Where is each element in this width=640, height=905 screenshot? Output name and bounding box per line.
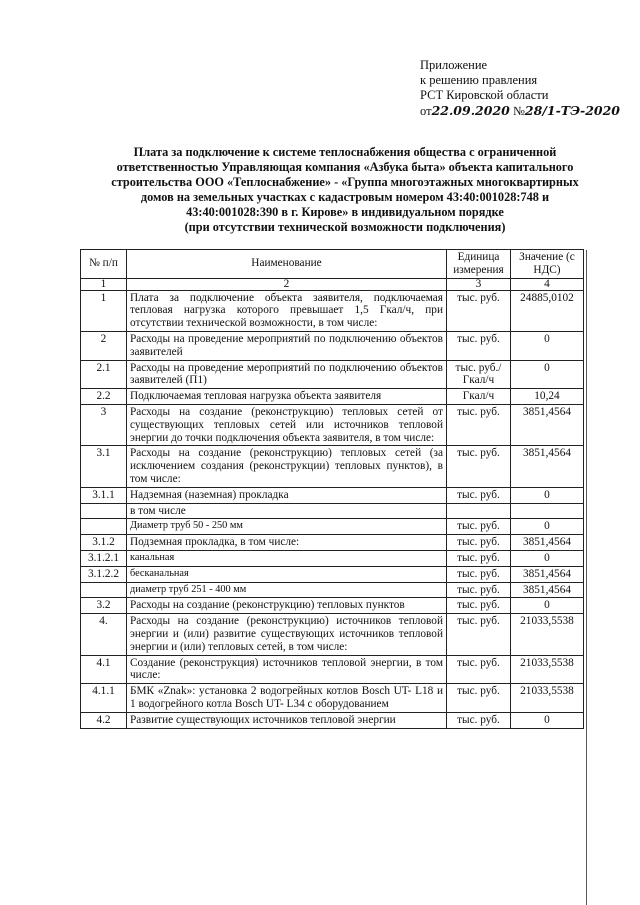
table-row — [81, 519, 584, 535]
document-heading — [95, 145, 595, 235]
row-name: Диаметр труб 50 - 250 мм — [127, 519, 447, 535]
col-header-name: Наименование — [127, 250, 447, 279]
row-number: 3.1.2.1 — [81, 550, 127, 566]
col-header-value: Значение (с НДС) — [511, 250, 584, 279]
table-row — [81, 331, 584, 360]
row-name: Расходы на создание (реконструкцию) тепловых сетей от существующих тепловых сетей или источников тепловой энергии до точки подключения объекта заявителя, в том числе: — [127, 404, 447, 445]
heading-line: ответственностью Управляющая компания «Азбука быта» объекта капитального — [116, 160, 574, 174]
table-row — [81, 614, 584, 655]
row-number: 4. — [81, 614, 127, 655]
heading-line: домов на земельных участках с кадастровым номером 43:40:001028:748 и — [140, 190, 550, 204]
row-value: 0 — [511, 519, 584, 535]
number-prefix: № — [512, 104, 525, 118]
appendix-date-number — [420, 103, 625, 119]
row-number: 3.1 — [81, 446, 127, 487]
row-number — [81, 582, 127, 598]
row-unit: тыс. руб. — [447, 684, 511, 713]
row-name: Расходы на создание (реконструкцию) тепловых сетей (за исключением создания (реконструкции) тепловых пунктов), в том числе: — [127, 446, 447, 487]
table-row — [81, 404, 584, 445]
row-name: диаметр труб 251 - 400 мм — [127, 582, 447, 598]
row-unit: тыс. руб. — [447, 582, 511, 598]
row-unit: тыс. руб. — [447, 550, 511, 566]
fee-table — [80, 249, 584, 729]
row-unit: тыс. руб. — [447, 487, 511, 503]
row-unit: тыс. руб. — [447, 535, 511, 551]
heading-line: Плата за подключение к системе теплоснабжения общества с ограниченной — [133, 145, 557, 159]
row-name: БМК «Znak»: установка 2 водогрейных котлов Bosch UT- L18 и 1 водогрейного котла Bosch UT- L34 с оборудованием — [127, 684, 447, 713]
row-number: 4.1.1 — [81, 684, 127, 713]
row-name: Расходы на проведение мероприятий по подключению объектов заявителей (П1) — [127, 360, 447, 389]
table-row — [81, 487, 584, 503]
row-number: 3.2 — [81, 598, 127, 614]
col-header-unit: Единица измерения — [447, 250, 511, 279]
row-number: 1 — [81, 290, 127, 331]
row-unit: тыс. руб. — [447, 598, 511, 614]
decision-number: 28/1-ТЭ-2020 — [524, 103, 620, 118]
table-row — [81, 566, 584, 582]
table-row — [81, 712, 584, 728]
table-row — [81, 503, 584, 519]
row-value: 0 — [511, 487, 584, 503]
col-index: 4 — [511, 278, 584, 290]
row-unit: тыс. руб. — [447, 712, 511, 728]
table-row — [81, 655, 584, 684]
row-value: 0 — [511, 550, 584, 566]
row-unit: тыс. руб. — [447, 290, 511, 331]
row-name: Развитие существующих источников тепловой энергии — [127, 712, 447, 728]
row-name: Расходы на создание (реконструкцию) источников тепловой энергии и (или) развитие существующих источников тепловой энергии и (или) тепловых сетей, в том числе: — [127, 614, 447, 655]
row-name: Расходы на создание (реконструкцию) тепловых пунктов — [127, 598, 447, 614]
col-header-number: № п/п — [81, 250, 127, 279]
table-row — [81, 684, 584, 713]
row-number: 2 — [81, 331, 127, 360]
row-value: 10,24 — [511, 389, 584, 405]
table-header-row — [81, 250, 584, 279]
row-value — [511, 503, 584, 519]
row-number: 2.2 — [81, 389, 127, 405]
row-name: Создание (реконструкция) источников тепловой энергии, в том числе: — [127, 655, 447, 684]
row-value: 0 — [511, 598, 584, 614]
row-unit: тыс. руб. — [447, 614, 511, 655]
row-number: 4.1 — [81, 655, 127, 684]
row-value: 0 — [511, 712, 584, 728]
row-value: 21033,5538 — [511, 655, 584, 684]
row-unit: тыс. руб. — [447, 404, 511, 445]
table-row — [81, 550, 584, 566]
table-column-index-row — [81, 278, 584, 290]
row-unit: тыс. руб. — [447, 446, 511, 487]
row-value: 0 — [511, 360, 584, 389]
row-value: 21033,5538 — [511, 684, 584, 713]
table-row — [81, 389, 584, 405]
row-name: Плата за подключение объекта заявителя, подключаемая тепловая нагрузка которого превышает 1,5 Гкал/ч, при отсутствии технической возможности, в том числе: — [127, 290, 447, 331]
row-value: 3851,4564 — [511, 446, 584, 487]
row-unit: тыс. руб./ Гкал/ч — [447, 360, 511, 389]
row-unit: тыс. руб. — [447, 331, 511, 360]
row-value: 0 — [511, 331, 584, 360]
row-number: 3.1.2.2 — [81, 566, 127, 582]
table-row — [81, 535, 584, 551]
table-row — [81, 582, 584, 598]
row-name: Надземная (наземная) прокладка — [127, 487, 447, 503]
row-number: 3 — [81, 404, 127, 445]
row-name: Подключаемая тепловая нагрузка объекта заявителя — [127, 389, 447, 405]
row-number: 4.2 — [81, 712, 127, 728]
scan-fold-line — [586, 250, 587, 905]
row-value: 3851,4564 — [511, 566, 584, 582]
table-row — [81, 360, 584, 389]
row-value: 24885,0102 — [511, 290, 584, 331]
table-row — [81, 446, 584, 487]
row-unit: тыс. руб. — [447, 566, 511, 582]
row-value: 3851,4564 — [511, 582, 584, 598]
row-value: 3851,4564 — [511, 535, 584, 551]
heading-line: (при отсутствии технической возможности подключения) — [184, 220, 506, 234]
decision-date: 22.09.2020 — [431, 103, 510, 118]
col-index: 3 — [447, 278, 511, 290]
row-unit: тыс. руб. — [447, 655, 511, 684]
row-number — [81, 519, 127, 535]
table-row — [81, 598, 584, 614]
row-value: 21033,5538 — [511, 614, 584, 655]
heading-line: 43:40:001028:390 в г. Кирове» в индивидуальном порядке — [186, 205, 504, 219]
row-unit: Гкал/ч — [447, 389, 511, 405]
row-number — [81, 503, 127, 519]
row-name: в том числе — [127, 503, 447, 519]
table-row — [81, 290, 584, 331]
appendix-block — [420, 58, 625, 119]
col-index: 1 — [81, 278, 127, 290]
row-number: 3.1.1 — [81, 487, 127, 503]
row-unit: тыс. руб. — [447, 519, 511, 535]
col-index: 2 — [127, 278, 447, 290]
row-value: 3851,4564 — [511, 404, 584, 445]
appendix-authority: РСТ Кировской области — [420, 88, 549, 102]
row-name: бесканальная — [127, 566, 447, 582]
row-name: Подземная прокладка, в том числе: — [127, 535, 447, 551]
row-name: канальная — [127, 550, 447, 566]
date-prefix: от — [420, 104, 432, 118]
appendix-title: Приложение — [420, 58, 488, 72]
row-name: Расходы на проведение мероприятий по подключению объектов заявителей — [127, 331, 447, 360]
row-number: 2.1 — [81, 360, 127, 389]
row-number: 3.1.2 — [81, 535, 127, 551]
heading-line: строительства ООО «Теплоснабжение» - «Группа многоэтажных многоквартирных — [111, 175, 579, 189]
appendix-decision: к решению правления — [420, 73, 538, 87]
row-unit — [447, 503, 511, 519]
